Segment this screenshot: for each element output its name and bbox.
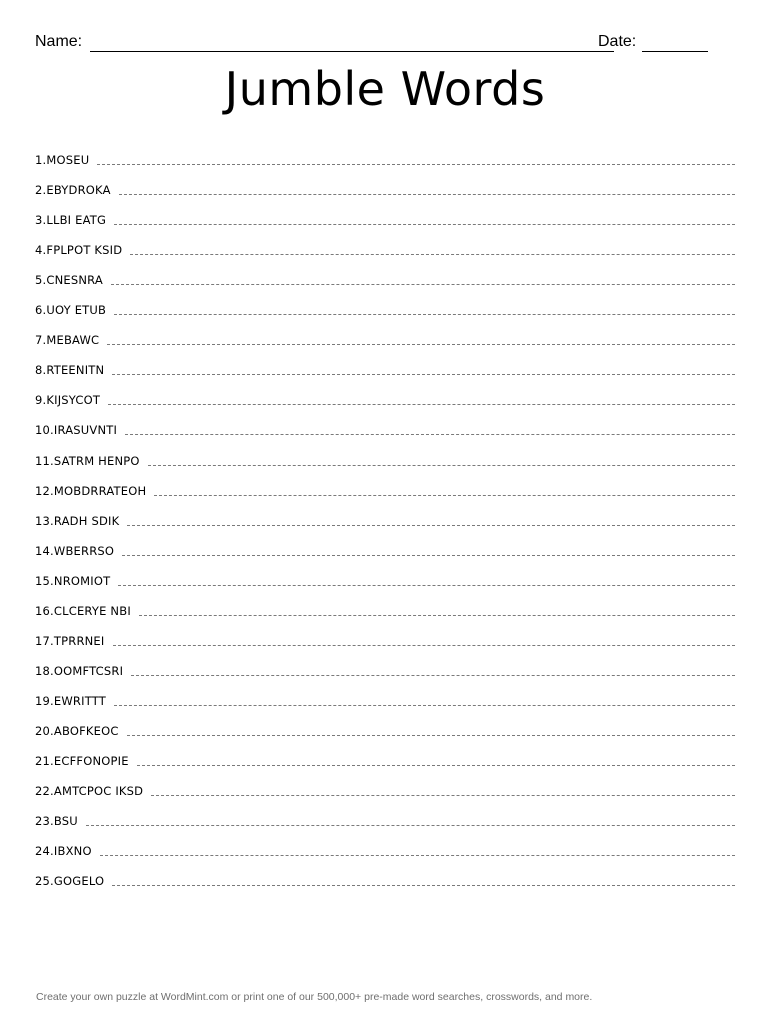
puzzle-number: 9. [35, 393, 47, 408]
answer-line[interactable] [107, 343, 735, 345]
puzzle-item [35, 287, 735, 317]
puzzle-item [35, 678, 735, 708]
puzzle-number: 1. [35, 153, 47, 168]
answer-line[interactable] [130, 253, 735, 255]
answer-line[interactable] [114, 313, 735, 315]
puzzle-item [35, 738, 735, 768]
puzzle-item [35, 347, 735, 377]
puzzle-item [35, 558, 735, 588]
scrambled-word: TPRRNEI [53, 633, 105, 648]
puzzle-item [35, 257, 735, 287]
scrambled-word: AMTCPOC IKSD [53, 784, 144, 799]
answer-line[interactable] [127, 524, 735, 526]
page-title: Jumble Words [224, 62, 546, 116]
answer-line[interactable] [100, 854, 735, 856]
answer-line[interactable] [148, 464, 735, 466]
scrambled-word: EWRITTT [53, 693, 106, 708]
scrambled-word: WBERRSO [53, 543, 115, 558]
answer-line[interactable] [114, 223, 735, 225]
puzzle-number: 20. [35, 723, 54, 738]
answer-line[interactable] [119, 193, 735, 195]
scrambled-word: OOMFTCSRI [53, 663, 124, 678]
puzzle-number: 24. [35, 844, 54, 859]
puzzle-number: 5. [35, 273, 47, 288]
puzzle-item [35, 377, 735, 407]
puzzle-item [35, 197, 735, 227]
scrambled-word: KIJSYCOT [46, 393, 101, 408]
puzzle-item [35, 768, 735, 798]
puzzle-number: 3. [35, 213, 47, 228]
answer-line[interactable] [151, 794, 735, 796]
answer-line[interactable] [86, 824, 735, 826]
puzzle-number: 10. [35, 423, 54, 438]
puzzle-number: 8. [35, 363, 47, 378]
puzzle-item [35, 708, 735, 738]
answer-line[interactable] [97, 163, 735, 165]
scrambled-word: MOSEU [46, 153, 90, 168]
puzzle-number: 18. [35, 663, 54, 678]
footer-note: Create your own puzzle at WordMint.com or print one of our 500,000+ pre-made word searches, crosswords, and more. [36, 991, 593, 1003]
answer-line[interactable] [118, 584, 735, 586]
scrambled-word: MOBDRRATEOH [53, 483, 147, 498]
puzzle-number: 23. [35, 814, 54, 829]
puzzle-item [35, 528, 735, 558]
puzzle-item [35, 498, 735, 528]
answer-line[interactable] [112, 884, 735, 886]
scrambled-word: IBXNO [53, 844, 92, 859]
scrambled-word: FPLPOT KSID [46, 243, 123, 258]
puzzle-item [35, 317, 735, 347]
scrambled-word: ECFFONOPIE [53, 753, 129, 768]
scrambled-word: EBYDROKA [46, 183, 111, 198]
answer-line[interactable] [112, 373, 735, 375]
puzzle-number: 11. [35, 453, 54, 468]
puzzle-number: 7. [35, 333, 47, 348]
answer-line[interactable] [137, 764, 735, 766]
puzzle-number: 13. [35, 513, 54, 528]
puzzle-number: 14. [35, 543, 54, 558]
scrambled-word: MEBAWC [46, 333, 100, 348]
puzzle-item [35, 468, 735, 498]
puzzle-list [35, 137, 735, 888]
puzzle-number: 4. [35, 243, 47, 258]
answer-line[interactable] [154, 494, 735, 496]
puzzle-number: 17. [35, 633, 54, 648]
scrambled-word: CNESNRA [46, 273, 103, 288]
scrambled-word: UOY ETUB [46, 303, 107, 318]
worksheet-header [35, 33, 715, 55]
puzzle-number: 19. [35, 693, 54, 708]
answer-line[interactable] [131, 674, 735, 676]
name-field-line [90, 51, 614, 52]
puzzle-item [35, 167, 735, 197]
puzzle-item [35, 137, 735, 167]
answer-line[interactable] [125, 433, 735, 435]
puzzle-number: 6. [35, 303, 47, 318]
name-label: Name: [35, 33, 83, 50]
answer-line[interactable] [108, 403, 735, 405]
scrambled-word: BSU [53, 814, 78, 829]
scrambled-word: NROMIOT [53, 573, 111, 588]
puzzle-item [35, 798, 735, 828]
puzzle-number: 2. [35, 183, 47, 198]
puzzle-item [35, 437, 735, 467]
puzzle-number: 21. [35, 753, 54, 768]
puzzle-item [35, 618, 735, 648]
puzzle-item [35, 407, 735, 437]
scrambled-word: RADH SDIK [53, 513, 120, 528]
scrambled-word: CLCERYE NBI [53, 603, 131, 618]
date-field-line [642, 51, 708, 52]
answer-line[interactable] [127, 734, 735, 736]
answer-line[interactable] [113, 644, 736, 646]
puzzle-number: 25. [35, 874, 54, 889]
answer-line[interactable] [114, 704, 735, 706]
scrambled-word: SATRM HENPO [53, 453, 140, 468]
scrambled-word: ABOFKEOC [53, 723, 119, 738]
answer-line[interactable] [111, 283, 735, 285]
puzzle-item [35, 648, 735, 678]
scrambled-word: RTEENITN [46, 363, 105, 378]
puzzle-number: 22. [35, 784, 54, 799]
scrambled-word: GOGELO [53, 874, 105, 889]
scrambled-word: IRASUVNTI [53, 423, 118, 438]
puzzle-number: 12. [35, 483, 54, 498]
puzzle-number: 15. [35, 573, 54, 588]
scrambled-word: LLBI EATG [46, 213, 107, 228]
puzzle-item [35, 858, 735, 888]
puzzle-number: 16. [35, 603, 54, 618]
puzzle-item [35, 588, 735, 618]
date-label: Date: [598, 33, 637, 50]
puzzle-item [35, 227, 735, 257]
answer-line[interactable] [139, 614, 735, 616]
puzzle-item [35, 828, 735, 858]
answer-line[interactable] [122, 554, 735, 556]
